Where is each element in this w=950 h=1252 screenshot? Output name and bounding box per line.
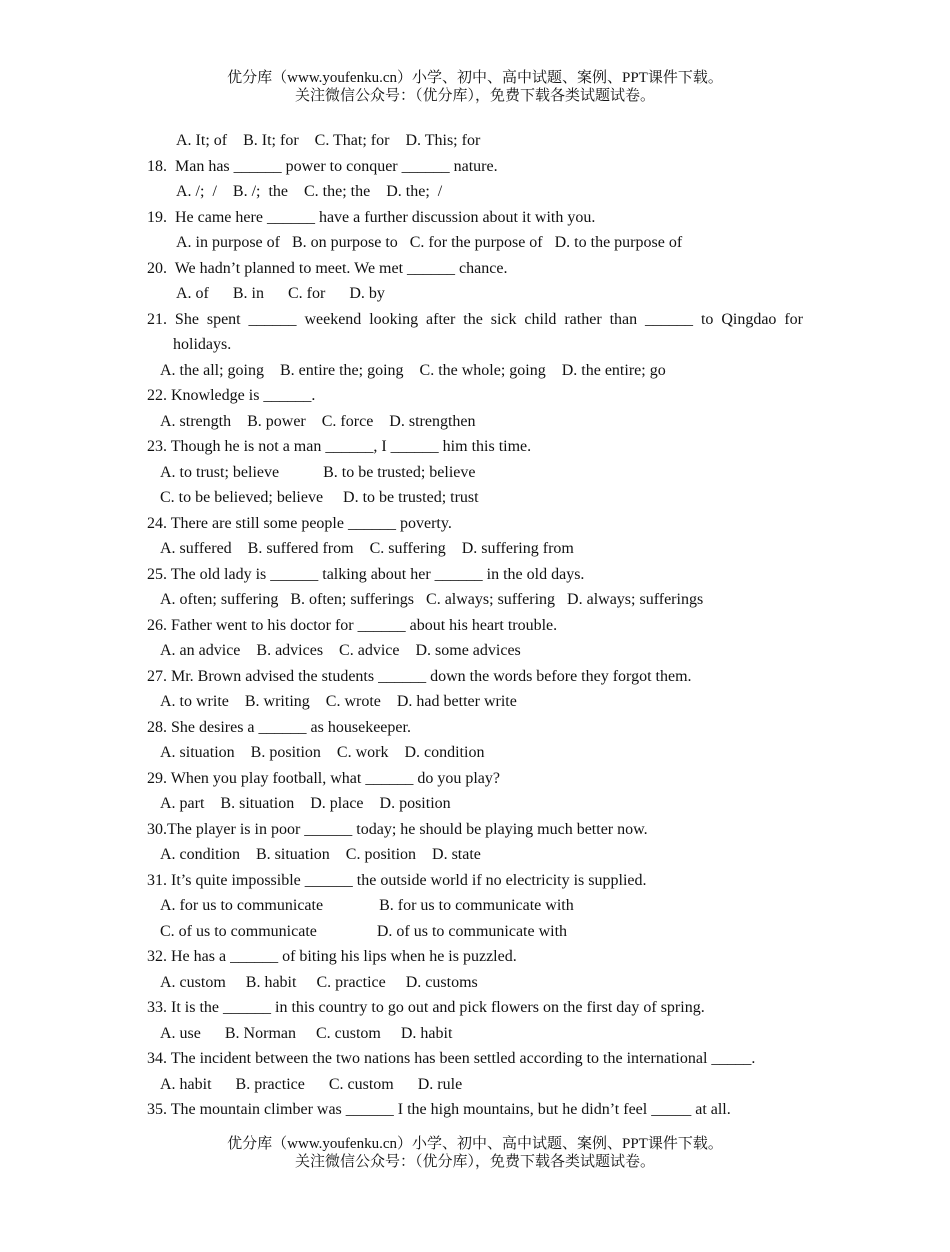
header-line-1: 优分库（www.youfenku.cn）小学、初中、高中试题、案例、PPT课件下载。 xyxy=(227,70,723,86)
q22-text: 22. Knowledge is ______. xyxy=(147,387,316,404)
q35-text: 35. The mountain climber was ______ I the high mountains, but he didn’t feel _____ at all. xyxy=(147,1101,731,1118)
q20-text: 20. We hadn’t planned to meet. We met ______ chance. xyxy=(147,260,508,277)
q32-options: A. custom B. habit C. practice D. customs xyxy=(160,974,478,991)
q24-text: 24. There are still some people ______ poverty. xyxy=(147,515,452,532)
q18-text: 18. Man has ______ power to conquer ______ nature. xyxy=(147,158,498,175)
q27-options: A. to write B. writing C. wrote D. had better write xyxy=(160,693,517,710)
q28-options: A. situation B. position C. work D. condition xyxy=(160,744,485,761)
q23-options-ab: A. to trust; believe B. to be trusted; believe xyxy=(160,464,476,481)
q28-text: 28. She desires a ______ as housekeeper. xyxy=(147,719,411,736)
q21-text-cont: holidays. xyxy=(173,336,232,353)
q22-options: A. strength B. power C. force D. strengthen xyxy=(160,413,476,430)
header-line-2: 关注微信公众号：（优分库），免费下载各类试题试卷。 xyxy=(294,88,655,104)
q25-text: 25. The old lady is ______ talking about her ______ in the old days. xyxy=(147,566,585,583)
q25-options: A. often; suffering B. often; sufferings C. always; suffering D. always; sufferings xyxy=(160,591,704,608)
q33-options: A. use B. Norman C. custom D. habit xyxy=(160,1025,453,1042)
q29-text: 29. When you play football, what ______ do you play? xyxy=(147,770,500,787)
q30-options: A. condition B. situation C. position D. state xyxy=(160,846,481,863)
q34-options: A. habit B. practice C. custom D. rule xyxy=(160,1076,463,1093)
page-header xyxy=(0,69,950,105)
q33-text: 33. It is the ______ in this country to go out and pick flowers on the first day of spring. xyxy=(147,999,705,1016)
q24-options: A. suffered B. suffered from C. suffering D. suffering from xyxy=(160,540,574,557)
footer-line-2: 关注微信公众号：（优分库），免费下载各类试题试卷。 xyxy=(294,1154,655,1170)
q23-text: 23. Though he is not a man ______, I ______ him this time. xyxy=(147,438,532,455)
page-footer xyxy=(0,1135,950,1171)
q26-options: A. an advice B. advices C. advice D. some advices xyxy=(160,642,521,659)
q31-options-ab: A. for us to communicate B. for us to communicate with xyxy=(160,897,574,914)
q20-options: A. of B. in C. for D. by xyxy=(176,285,385,302)
q21-options: A. the all; going B. entire the; going C. the whole; going D. the entire; go xyxy=(160,362,666,379)
q34-text: 34. The incident between the two nations has been settled according to the international _____. xyxy=(147,1050,756,1067)
q19-options: A. in purpose of B. on purpose to C. for the purpose of D. to the purpose of xyxy=(176,234,683,251)
q32-text: 32. He has a ______ of biting his lips when he is puzzled. xyxy=(147,948,517,965)
q29-options: A. part B. situation D. place D. position xyxy=(160,795,451,812)
q21-text: 21. She spent ______ weekend looking after the sick child rather than ______ to Qingdao for xyxy=(147,311,803,328)
q23-options-cd: C. to be believed; believe D. to be trusted; trust xyxy=(160,489,479,506)
footer-line-1: 优分库（www.youfenku.cn）小学、初中、高中试题、案例、PPT课件下载。 xyxy=(227,1136,723,1152)
q31-text: 31. It’s quite impossible ______ the outside world if no electricity is supplied. xyxy=(147,872,647,889)
q26-text: 26. Father went to his doctor for ______ about his heart trouble. xyxy=(147,617,558,634)
q27-text: 27. Mr. Brown advised the students ______ down the words before they forgot them. xyxy=(147,668,692,685)
q19-text: 19. He came here ______ have a further discussion about it with you. xyxy=(147,209,596,226)
q30-text: 30.The player is in poor ______ today; he should be playing much better now. xyxy=(147,821,648,838)
q18-options: A. /; / B. /; the C. the; the D. the; / xyxy=(176,183,443,200)
q17-options: A. It; of B. It; for C. That; for D. This; for xyxy=(176,132,481,149)
q31-options-cd: C. of us to communicate D. of us to communicate with xyxy=(160,923,568,940)
